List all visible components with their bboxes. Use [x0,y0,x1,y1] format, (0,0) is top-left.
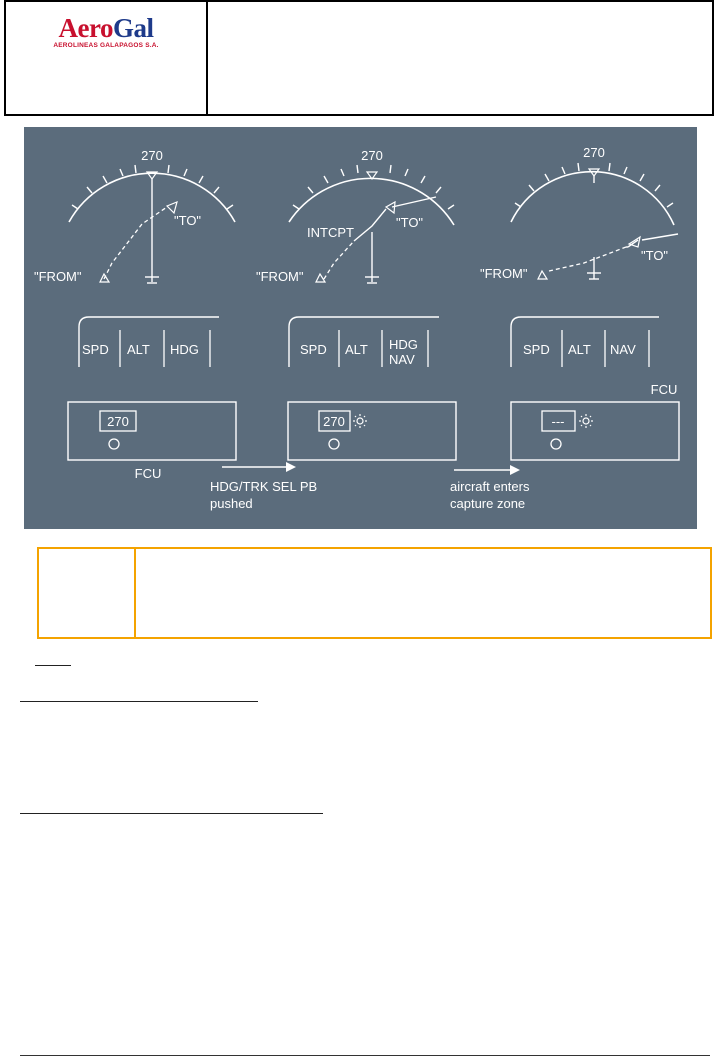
from-label-3: "FROM" [480,266,528,281]
fcu-heading-value-1: 270 [107,414,129,429]
footer-rule [20,1055,710,1056]
fma-alt-2: ALT [345,342,368,357]
fma-alt-3: ALT [568,342,591,357]
intercept-label-2: INTCPT [307,225,354,240]
fma-armed-2: NAV [389,352,415,367]
section-underline-1 [20,701,258,702]
heading-label-2: 270 [361,148,383,163]
from-label-1: "FROM" [34,269,82,284]
section-underline-2 [20,813,323,814]
nav-capture-diagram [24,127,697,529]
fcu-heading-value-2: 270 [323,414,345,429]
fcu-caption-3: FCU [650,382,678,397]
to-label-2: "TO" [396,215,424,230]
fma-lateral-3: NAV [610,342,636,357]
fma-spd-1: SPD [82,342,109,357]
transition-label-1b: pushed [210,496,253,511]
logo-tagline: AEROLINEAS GALAPAGOS S.A. [53,42,159,49]
logo-wordmark-gal: Gal [112,13,154,43]
heading-label-3: 270 [583,145,605,160]
fma-lateral-1: HDG [170,342,199,357]
logo-wordmark-aero: Aero [58,13,113,43]
diagram-svg [24,127,697,529]
short-underline [35,665,71,666]
note-box [37,547,712,639]
note-label-cell [39,549,136,637]
fma-spd-2: SPD [300,342,327,357]
logo-wordmark [59,14,154,42]
fcu-caption-1: FCU [134,466,162,481]
aerogal-logo [6,2,208,114]
heading-label-1: 270 [141,148,163,163]
fma-spd-3: SPD [523,342,550,357]
from-label-2: "FROM" [256,269,304,284]
to-label-3: "TO" [641,248,669,263]
fcu-heading-value-3: --- [551,414,565,429]
transition-label-2a: aircraft enters [450,479,530,494]
transition-label-1a: HDG/TRK SEL PB [210,479,318,494]
fma-lateral-2: HDG [389,337,418,352]
document-header [4,0,714,116]
to-label-1: "TO" [174,213,202,228]
fma-alt-1: ALT [127,342,150,357]
header-title-cell [208,2,712,114]
transition-label-2b: capture zone [450,496,526,511]
diagram-background [24,127,697,529]
note-body-cell [136,549,710,637]
